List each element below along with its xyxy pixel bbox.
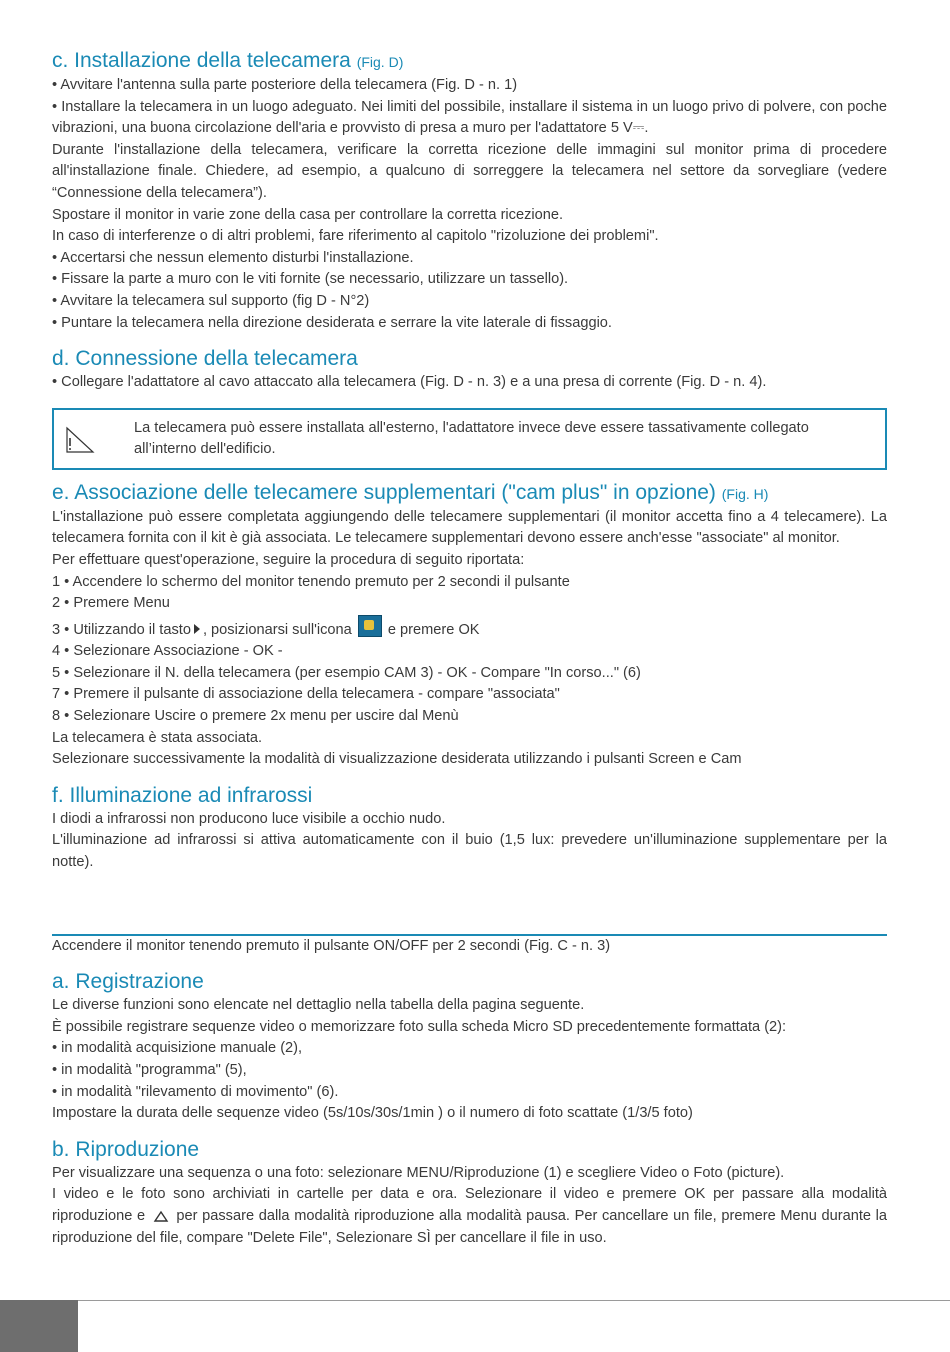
text-line: Spostare il monitor in varie zone della casa per controllare la corretta ricezione. bbox=[52, 206, 564, 223]
text-line: • Fissare la parte a muro con le viti fornite (se necessario, utilizzare un tassello). bbox=[52, 271, 569, 288]
text-line: • in modalità "programma" (5), bbox=[52, 1062, 247, 1078]
section-body bbox=[52, 995, 887, 1125]
text-line: • Collegare l'adattatore al cavo attaccato alla telecamera (Fig. D - n. 3) e a una presa di corrente (Fig. D - n. 4). bbox=[52, 374, 767, 391]
text-line: È possibile registrare sequenze video o memorizzare foto sulla scheda Micro SD precedentemente formattata (2): bbox=[52, 1018, 787, 1035]
text-line: • Puntare la telecamera nella direzione desiderata e serrare la vite laterale di fissaggio. bbox=[52, 314, 612, 331]
playback-line: Per visualizzare una sequenza o una foto: selezionare MENU/Riproduzione (1) e scegliere Video o Foto (picture). bbox=[52, 1164, 785, 1181]
text-line: L'illuminazione ad infrarossi si attiva automaticamente con il buio (1,5 lux: prevedere un'illuminazione supplementare per la notte). bbox=[52, 832, 887, 871]
section-body bbox=[52, 75, 887, 334]
text-line: 8 • Selezionare Uscire o premere 2x menu per uscire dal Menù bbox=[52, 708, 459, 725]
camera-association-icon bbox=[358, 615, 382, 637]
section-title: f. Illuminazione ad infrarossi bbox=[52, 783, 313, 807]
section-camera-association bbox=[52, 480, 887, 771]
section-title: d. Connessione della telecamera bbox=[52, 347, 358, 371]
warning-icon bbox=[64, 424, 96, 456]
text-line: In caso di interferenze o di altri problemi, fare riferimento al capitolo "rizoluzione dei problemi". bbox=[52, 228, 659, 245]
text-line: 4 • Selezionare Associazione - OK - bbox=[52, 643, 283, 660]
section-title: e. Associazione delle telecamere supplementari ("cam plus" in opzione) (Fig. H) bbox=[52, 480, 769, 504]
text-line: 1 • Accendere lo schermo del monitor tenendo premuto per 2 secondi il pulsante bbox=[52, 573, 570, 590]
section-playback bbox=[52, 1137, 887, 1249]
step-3: 3 • Utilizzando il tasto , posizionarsi sull'icona e premere OK bbox=[52, 615, 887, 642]
up-arrow-icon bbox=[153, 1210, 169, 1222]
footer-line bbox=[0, 1300, 950, 1301]
warning-text: La telecamera può essere installata all'esterno, l'adattatore invece deve essere tassativamente collegato all’interno dell'edificio. bbox=[134, 419, 809, 458]
text-line: • Avvitare l'antenna sulla parte posteriore della telecamera (Fig. D - n. 1) bbox=[52, 77, 518, 93]
text-line: • in modalità "rilevamento di movimento" (6). bbox=[52, 1083, 339, 1100]
section-title: c. Installazione della telecamera (Fig. D) bbox=[52, 49, 404, 72]
text-line: Durante l'installazione della telecamera, verificare la corretta ricezione delle immagini sul monitor prima di procedere all'installazione finale. Chiedere, ad esempio, a qualcuno di sorreggere la telecamera nel settore da sorvegliare (vedere “Connessione della telecamera”). bbox=[52, 141, 887, 201]
text-line: 2 • Premere Menu bbox=[52, 595, 170, 612]
text-line: Impostare la durata delle sequenze video (5s/10s/30s/1min ) o il numero di foto scattate (1/3/5 foto) bbox=[52, 1105, 693, 1122]
section-body bbox=[52, 372, 887, 394]
section-body bbox=[52, 809, 887, 874]
text-line: • in modalità acquisizione manuale (2), bbox=[52, 1040, 303, 1057]
warning-box bbox=[52, 408, 887, 470]
playback-line: I video e le foto sono archiviati in cartelle per data e ora. Selezionare il video e premere OK per passare alla modalità riproduzione e per passare dalla modalità riproduzione alla modalità pausa. Per cancellare un file, premere Menu durante la riproduzione del file, compare "Delete File", Selezionare SÌ per cancellare il file in uso. bbox=[52, 1186, 887, 1246]
steps-list bbox=[52, 550, 887, 615]
section-infrared bbox=[52, 783, 887, 874]
section-recording bbox=[52, 969, 887, 1125]
text-line: • Installare la telecamera in un luogo adeguato. Nei limiti del possibile, installare il sistema in un luogo privo di polvere, con poche vibrazioni, una buona circolazione dell'aria e provvisto di presa a muro per l'adattatore 5 V⎓. bbox=[52, 98, 887, 137]
text-line: Le diverse funzioni sono elencate nel dettaglio nella tabella della pagina seguente. bbox=[52, 997, 585, 1014]
text-line: I diodi a infrarossi non producono luce visibile a occhio nudo. bbox=[52, 810, 446, 827]
text-line: • Accertarsi che nessun elemento disturbi l'installazione. bbox=[52, 249, 414, 266]
text-line: 7 • Premere il pulsante di associazione della telecamera - compare "associata" bbox=[52, 686, 560, 703]
section-camera-installation bbox=[52, 48, 887, 334]
section-title: a. Registrazione bbox=[52, 970, 204, 994]
page-number-box bbox=[0, 1300, 78, 1352]
text-line: Selezionare successivamente la modalità di visualizzazione desiderata utilizzando i pulsanti Screen e Cam bbox=[52, 751, 742, 768]
section-title: b. Riproduzione bbox=[52, 1137, 200, 1161]
section-intro: L'installazione può essere completata aggiungendo delle telecamere supplementari (il monitor accetta fino a 4 telecamere). La telecamera fornita con il kit è già associata. Le telecamere supplementari devono essere anch'esse "associate" al monitor. bbox=[52, 508, 887, 547]
right-arrow-icon bbox=[194, 624, 200, 634]
section-camera-connection bbox=[52, 346, 887, 470]
text-line: Per effettuare quest'operazione, seguire la procedura di seguito riportata: bbox=[52, 551, 525, 568]
steps-list bbox=[52, 641, 887, 771]
manual-page bbox=[52, 48, 887, 1249]
text-line: 5 • Selezionare il N. della telecamera (per esempio CAM 3) - OK - Compare "In corso..." (6) bbox=[52, 664, 641, 681]
power-on-instruction: Accendere il monitor tenendo premuto il pulsante ON/OFF per 2 secondi (Fig. C - n. 3) bbox=[52, 937, 611, 954]
text-line: • Avvitare la telecamera sul supporto (fig D - N°2) bbox=[52, 292, 370, 309]
text-line: La telecamera è stata associata. bbox=[52, 729, 263, 746]
